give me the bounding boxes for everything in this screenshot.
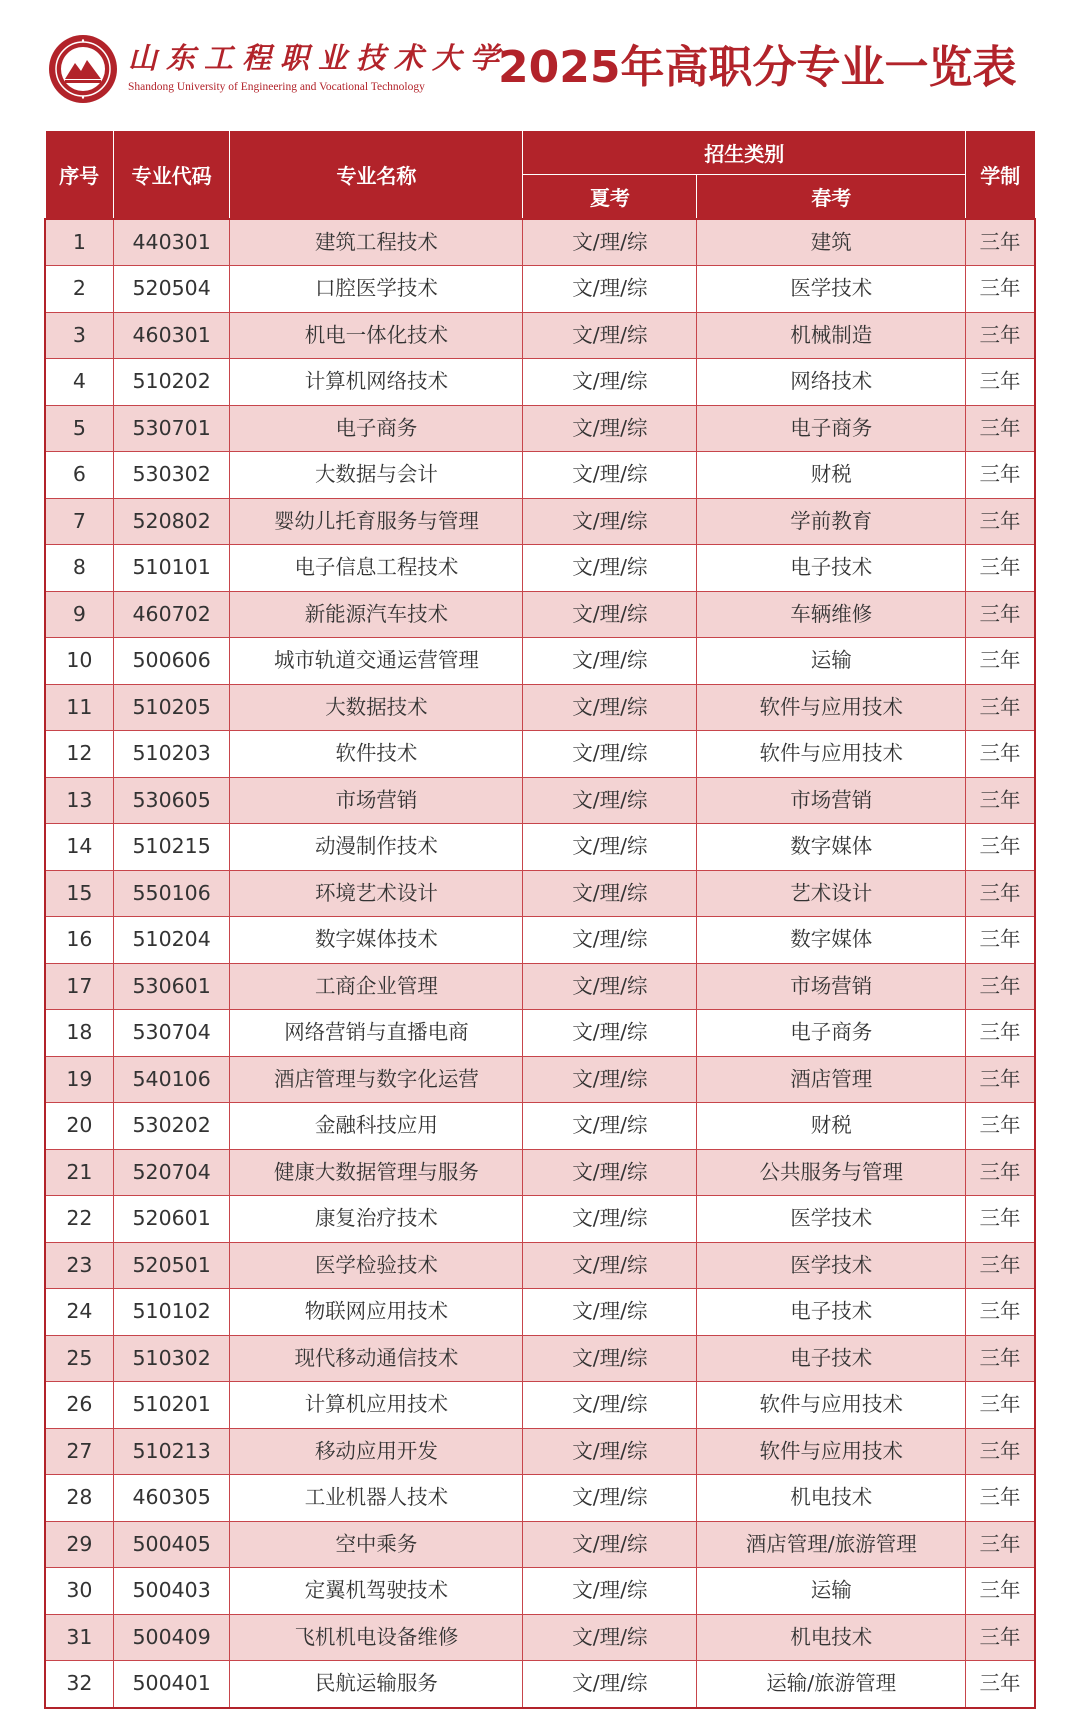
cell-name: 健康大数据管理与服务 <box>230 1149 523 1196</box>
cell-summer: 文/理/综 <box>523 1242 697 1289</box>
cell-summer: 文/理/综 <box>523 963 697 1010</box>
table-row <box>45 545 1035 592</box>
cell-code: 500606 <box>113 638 230 685</box>
cell-duration: 三年 <box>966 917 1035 964</box>
cell-name: 机电一体化技术 <box>230 312 523 359</box>
cell-spring: 艺术设计 <box>697 870 966 917</box>
cell-duration: 三年 <box>966 359 1035 406</box>
table-row <box>45 917 1035 964</box>
cell-index: 11 <box>45 684 113 731</box>
header-category: 招生类别 <box>523 131 966 175</box>
cell-spring: 软件与应用技术 <box>697 731 966 778</box>
cell-index: 4 <box>45 359 113 406</box>
table-row <box>45 638 1035 685</box>
cell-spring: 市场营销 <box>697 777 966 824</box>
university-seal-logo <box>48 34 118 104</box>
cell-duration: 三年 <box>966 266 1035 313</box>
cell-summer: 文/理/综 <box>523 1661 697 1708</box>
cell-duration: 三年 <box>966 1103 1035 1150</box>
cell-index: 10 <box>45 638 113 685</box>
cell-code: 530202 <box>113 1103 230 1150</box>
cell-duration: 三年 <box>966 1382 1035 1429</box>
table-row <box>45 1103 1035 1150</box>
cell-spring: 财税 <box>697 1103 966 1150</box>
table-row <box>45 1614 1035 1661</box>
cell-name: 婴幼儿托育服务与管理 <box>230 498 523 545</box>
cell-summer: 文/理/综 <box>523 452 697 499</box>
cell-code: 520501 <box>113 1242 230 1289</box>
cell-index: 27 <box>45 1428 113 1475</box>
table-row <box>45 1242 1035 1289</box>
cell-index: 19 <box>45 1056 113 1103</box>
cell-code: 510202 <box>113 359 230 406</box>
cell-index: 1 <box>45 219 113 266</box>
cell-index: 31 <box>45 1614 113 1661</box>
cell-index: 9 <box>45 591 113 638</box>
cell-name: 建筑工程技术 <box>230 219 523 266</box>
cell-summer: 文/理/综 <box>523 1289 697 1336</box>
cell-duration: 三年 <box>966 312 1035 359</box>
cell-spring: 网络技术 <box>697 359 966 406</box>
cell-summer: 文/理/综 <box>523 684 697 731</box>
cell-summer: 文/理/综 <box>523 1382 697 1429</box>
cell-spring: 机械制造 <box>697 312 966 359</box>
cell-name: 大数据与会计 <box>230 452 523 499</box>
cell-name: 口腔医学技术 <box>230 266 523 313</box>
cell-index: 14 <box>45 824 113 871</box>
cell-name: 新能源汽车技术 <box>230 591 523 638</box>
cell-name: 大数据技术 <box>230 684 523 731</box>
cell-spring: 机电技术 <box>697 1475 966 1522</box>
cell-index: 25 <box>45 1335 113 1382</box>
table-row <box>45 1149 1035 1196</box>
cell-index: 2 <box>45 266 113 313</box>
cell-spring: 电子商务 <box>697 405 966 452</box>
cell-code: 520704 <box>113 1149 230 1196</box>
table-row <box>45 1196 1035 1243</box>
table-row <box>45 684 1035 731</box>
cell-name: 软件技术 <box>230 731 523 778</box>
cell-duration: 三年 <box>966 1475 1035 1522</box>
cell-spring: 运输 <box>697 1568 966 1615</box>
cell-code: 530701 <box>113 405 230 452</box>
cell-summer: 文/理/综 <box>523 731 697 778</box>
cell-index: 17 <box>45 963 113 1010</box>
cell-name: 飞机机电设备维修 <box>230 1614 523 1661</box>
table-row <box>45 1056 1035 1103</box>
header-summer: 夏考 <box>523 175 697 219</box>
cell-name: 环境艺术设计 <box>230 870 523 917</box>
cell-duration: 三年 <box>966 1010 1035 1057</box>
cell-summer: 文/理/综 <box>523 870 697 917</box>
cell-summer: 文/理/综 <box>523 1196 697 1243</box>
cell-duration: 三年 <box>966 870 1035 917</box>
cell-duration: 三年 <box>966 638 1035 685</box>
cell-spring: 电子技术 <box>697 1289 966 1336</box>
cell-name: 电子商务 <box>230 405 523 452</box>
table-row <box>45 359 1035 406</box>
cell-index: 32 <box>45 1661 113 1708</box>
header-name: 专业名称 <box>230 131 523 219</box>
cell-spring: 市场营销 <box>697 963 966 1010</box>
cell-spring: 软件与应用技术 <box>697 1382 966 1429</box>
cell-summer: 文/理/综 <box>523 1335 697 1382</box>
cell-spring: 学前教育 <box>697 498 966 545</box>
cell-spring: 医学技术 <box>697 1196 966 1243</box>
cell-summer: 文/理/综 <box>523 545 697 592</box>
cell-spring: 医学技术 <box>697 266 966 313</box>
cell-summer: 文/理/综 <box>523 498 697 545</box>
cell-spring: 电子技术 <box>697 545 966 592</box>
cell-code: 530601 <box>113 963 230 1010</box>
cell-summer: 文/理/综 <box>523 1568 697 1615</box>
cell-name: 工商企业管理 <box>230 963 523 1010</box>
cell-spring: 电子技术 <box>697 1335 966 1382</box>
table-row <box>45 452 1035 499</box>
cell-duration: 三年 <box>966 1661 1035 1708</box>
cell-name: 民航运输服务 <box>230 1661 523 1708</box>
cell-code: 510102 <box>113 1289 230 1336</box>
cell-index: 12 <box>45 731 113 778</box>
cell-name: 医学检验技术 <box>230 1242 523 1289</box>
cell-code: 510101 <box>113 545 230 592</box>
cell-spring: 建筑 <box>697 219 966 266</box>
cell-index: 24 <box>45 1289 113 1336</box>
cell-index: 18 <box>45 1010 113 1057</box>
cell-spring: 电子商务 <box>697 1010 966 1057</box>
cell-spring: 医学技术 <box>697 1242 966 1289</box>
cell-duration: 三年 <box>966 1289 1035 1336</box>
table-header <box>45 131 1035 219</box>
header-index: 序号 <box>45 131 113 219</box>
cell-code: 440301 <box>113 219 230 266</box>
cell-summer: 文/理/综 <box>523 917 697 964</box>
cell-code: 510203 <box>113 731 230 778</box>
cell-code: 520504 <box>113 266 230 313</box>
cell-code: 460702 <box>113 591 230 638</box>
cell-summer: 文/理/综 <box>523 591 697 638</box>
cell-name: 物联网应用技术 <box>230 1289 523 1336</box>
cell-index: 22 <box>45 1196 113 1243</box>
cell-name: 网络营销与直播电商 <box>230 1010 523 1057</box>
cell-spring: 软件与应用技术 <box>697 684 966 731</box>
cell-name: 工业机器人技术 <box>230 1475 523 1522</box>
cell-summer: 文/理/综 <box>523 1010 697 1057</box>
cell-duration: 三年 <box>966 777 1035 824</box>
cell-name: 康复治疗技术 <box>230 1196 523 1243</box>
page-header <box>0 0 1080 130</box>
cell-duration: 三年 <box>966 1568 1035 1615</box>
table-row <box>45 498 1035 545</box>
cell-summer: 文/理/综 <box>523 1428 697 1475</box>
cell-code: 530302 <box>113 452 230 499</box>
table-row <box>45 1335 1035 1382</box>
table-row <box>45 1428 1035 1475</box>
cell-duration: 三年 <box>966 1428 1035 1475</box>
table-body <box>45 219 1035 1708</box>
table-row <box>45 219 1035 266</box>
cell-summer: 文/理/综 <box>523 1475 697 1522</box>
cell-index: 7 <box>45 498 113 545</box>
cell-name: 移动应用开发 <box>230 1428 523 1475</box>
table-row <box>45 777 1035 824</box>
table-row <box>45 1661 1035 1708</box>
cell-name: 金融科技应用 <box>230 1103 523 1150</box>
cell-code: 520802 <box>113 498 230 545</box>
cell-summer: 文/理/综 <box>523 1614 697 1661</box>
cell-summer: 文/理/综 <box>523 638 697 685</box>
cell-index: 5 <box>45 405 113 452</box>
cell-index: 30 <box>45 1568 113 1615</box>
cell-duration: 三年 <box>966 1242 1035 1289</box>
header-duration: 学制 <box>966 131 1035 219</box>
table-row <box>45 591 1035 638</box>
cell-code: 510204 <box>113 917 230 964</box>
cell-spring: 数字媒体 <box>697 917 966 964</box>
header-code: 专业代码 <box>113 131 230 219</box>
cell-duration: 三年 <box>966 731 1035 778</box>
cell-duration: 三年 <box>966 684 1035 731</box>
cell-summer: 文/理/综 <box>523 1521 697 1568</box>
cell-duration: 三年 <box>966 452 1035 499</box>
cell-spring: 软件与应用技术 <box>697 1428 966 1475</box>
header-spring: 春考 <box>697 175 966 219</box>
cell-name: 计算机网络技术 <box>230 359 523 406</box>
cell-index: 21 <box>45 1149 113 1196</box>
cell-code: 500409 <box>113 1614 230 1661</box>
cell-duration: 三年 <box>966 1614 1035 1661</box>
cell-summer: 文/理/综 <box>523 405 697 452</box>
cell-name: 空中乘务 <box>230 1521 523 1568</box>
cell-index: 29 <box>45 1521 113 1568</box>
cell-summer: 文/理/综 <box>523 1149 697 1196</box>
cell-code: 510302 <box>113 1335 230 1382</box>
cell-spring: 公共服务与管理 <box>697 1149 966 1196</box>
cell-code: 510213 <box>113 1428 230 1475</box>
cell-duration: 三年 <box>966 1335 1035 1382</box>
cell-index: 26 <box>45 1382 113 1429</box>
cell-index: 6 <box>45 452 113 499</box>
table-row <box>45 1568 1035 1615</box>
cell-duration: 三年 <box>966 219 1035 266</box>
table-row <box>45 405 1035 452</box>
cell-spring: 车辆维修 <box>697 591 966 638</box>
cell-duration: 三年 <box>966 963 1035 1010</box>
cell-summer: 文/理/综 <box>523 266 697 313</box>
majors-table <box>44 130 1036 1709</box>
table-row <box>45 1475 1035 1522</box>
table-row <box>45 266 1035 313</box>
cell-index: 3 <box>45 312 113 359</box>
cell-spring: 酒店管理 <box>697 1056 966 1103</box>
page-title: 2025年高职分专业一览表 <box>498 42 1017 93</box>
cell-duration: 三年 <box>966 1521 1035 1568</box>
cell-duration: 三年 <box>966 1149 1035 1196</box>
cell-summer: 文/理/综 <box>523 824 697 871</box>
cell-code: 510215 <box>113 824 230 871</box>
table-row <box>45 824 1035 871</box>
cell-summer: 文/理/综 <box>523 777 697 824</box>
cell-name: 城市轨道交通运营管理 <box>230 638 523 685</box>
cell-spring: 机电技术 <box>697 1614 966 1661</box>
table-row <box>45 312 1035 359</box>
cell-code: 460305 <box>113 1475 230 1522</box>
cell-code: 540106 <box>113 1056 230 1103</box>
cell-code: 530704 <box>113 1010 230 1057</box>
cell-code: 460301 <box>113 312 230 359</box>
cell-summer: 文/理/综 <box>523 312 697 359</box>
cell-code: 500403 <box>113 1568 230 1615</box>
cell-index: 15 <box>45 870 113 917</box>
cell-code: 550106 <box>113 870 230 917</box>
cell-duration: 三年 <box>966 1196 1035 1243</box>
cell-code: 510205 <box>113 684 230 731</box>
cell-summer: 文/理/综 <box>523 359 697 406</box>
cell-spring: 运输/旅游管理 <box>697 1661 966 1708</box>
cell-index: 8 <box>45 545 113 592</box>
cell-index: 28 <box>45 1475 113 1522</box>
cell-code: 510201 <box>113 1382 230 1429</box>
cell-spring: 运输 <box>697 638 966 685</box>
cell-spring: 财税 <box>697 452 966 499</box>
table-row <box>45 870 1035 917</box>
cell-duration: 三年 <box>966 824 1035 871</box>
cell-name: 酒店管理与数字化运营 <box>230 1056 523 1103</box>
cell-name: 现代移动通信技术 <box>230 1335 523 1382</box>
school-name-en: Shandong University of Engineering and Vocational Technology <box>128 81 425 93</box>
cell-duration: 三年 <box>966 1056 1035 1103</box>
cell-duration: 三年 <box>966 498 1035 545</box>
cell-name: 数字媒体技术 <box>230 917 523 964</box>
school-name-cn: 山东工程职业技术大学 <box>128 41 509 75</box>
cell-summer: 文/理/综 <box>523 1056 697 1103</box>
cell-index: 13 <box>45 777 113 824</box>
cell-spring: 酒店管理/旅游管理 <box>697 1521 966 1568</box>
cell-duration: 三年 <box>966 405 1035 452</box>
cell-spring: 数字媒体 <box>697 824 966 871</box>
cell-duration: 三年 <box>966 545 1035 592</box>
cell-code: 500405 <box>113 1521 230 1568</box>
table-row <box>45 1010 1035 1057</box>
table-row <box>45 1521 1035 1568</box>
table-row <box>45 963 1035 1010</box>
cell-name: 定翼机驾驶技术 <box>230 1568 523 1615</box>
table-row <box>45 731 1035 778</box>
cell-index: 20 <box>45 1103 113 1150</box>
cell-duration: 三年 <box>966 591 1035 638</box>
table-row <box>45 1382 1035 1429</box>
cell-name: 电子信息工程技术 <box>230 545 523 592</box>
table-row <box>45 1289 1035 1336</box>
cell-name: 动漫制作技术 <box>230 824 523 871</box>
cell-summer: 文/理/综 <box>523 219 697 266</box>
cell-name: 计算机应用技术 <box>230 1382 523 1429</box>
cell-index: 23 <box>45 1242 113 1289</box>
cell-summer: 文/理/综 <box>523 1103 697 1150</box>
cell-name: 市场营销 <box>230 777 523 824</box>
cell-index: 16 <box>45 917 113 964</box>
cell-code: 500401 <box>113 1661 230 1708</box>
cell-code: 520601 <box>113 1196 230 1243</box>
cell-code: 530605 <box>113 777 230 824</box>
